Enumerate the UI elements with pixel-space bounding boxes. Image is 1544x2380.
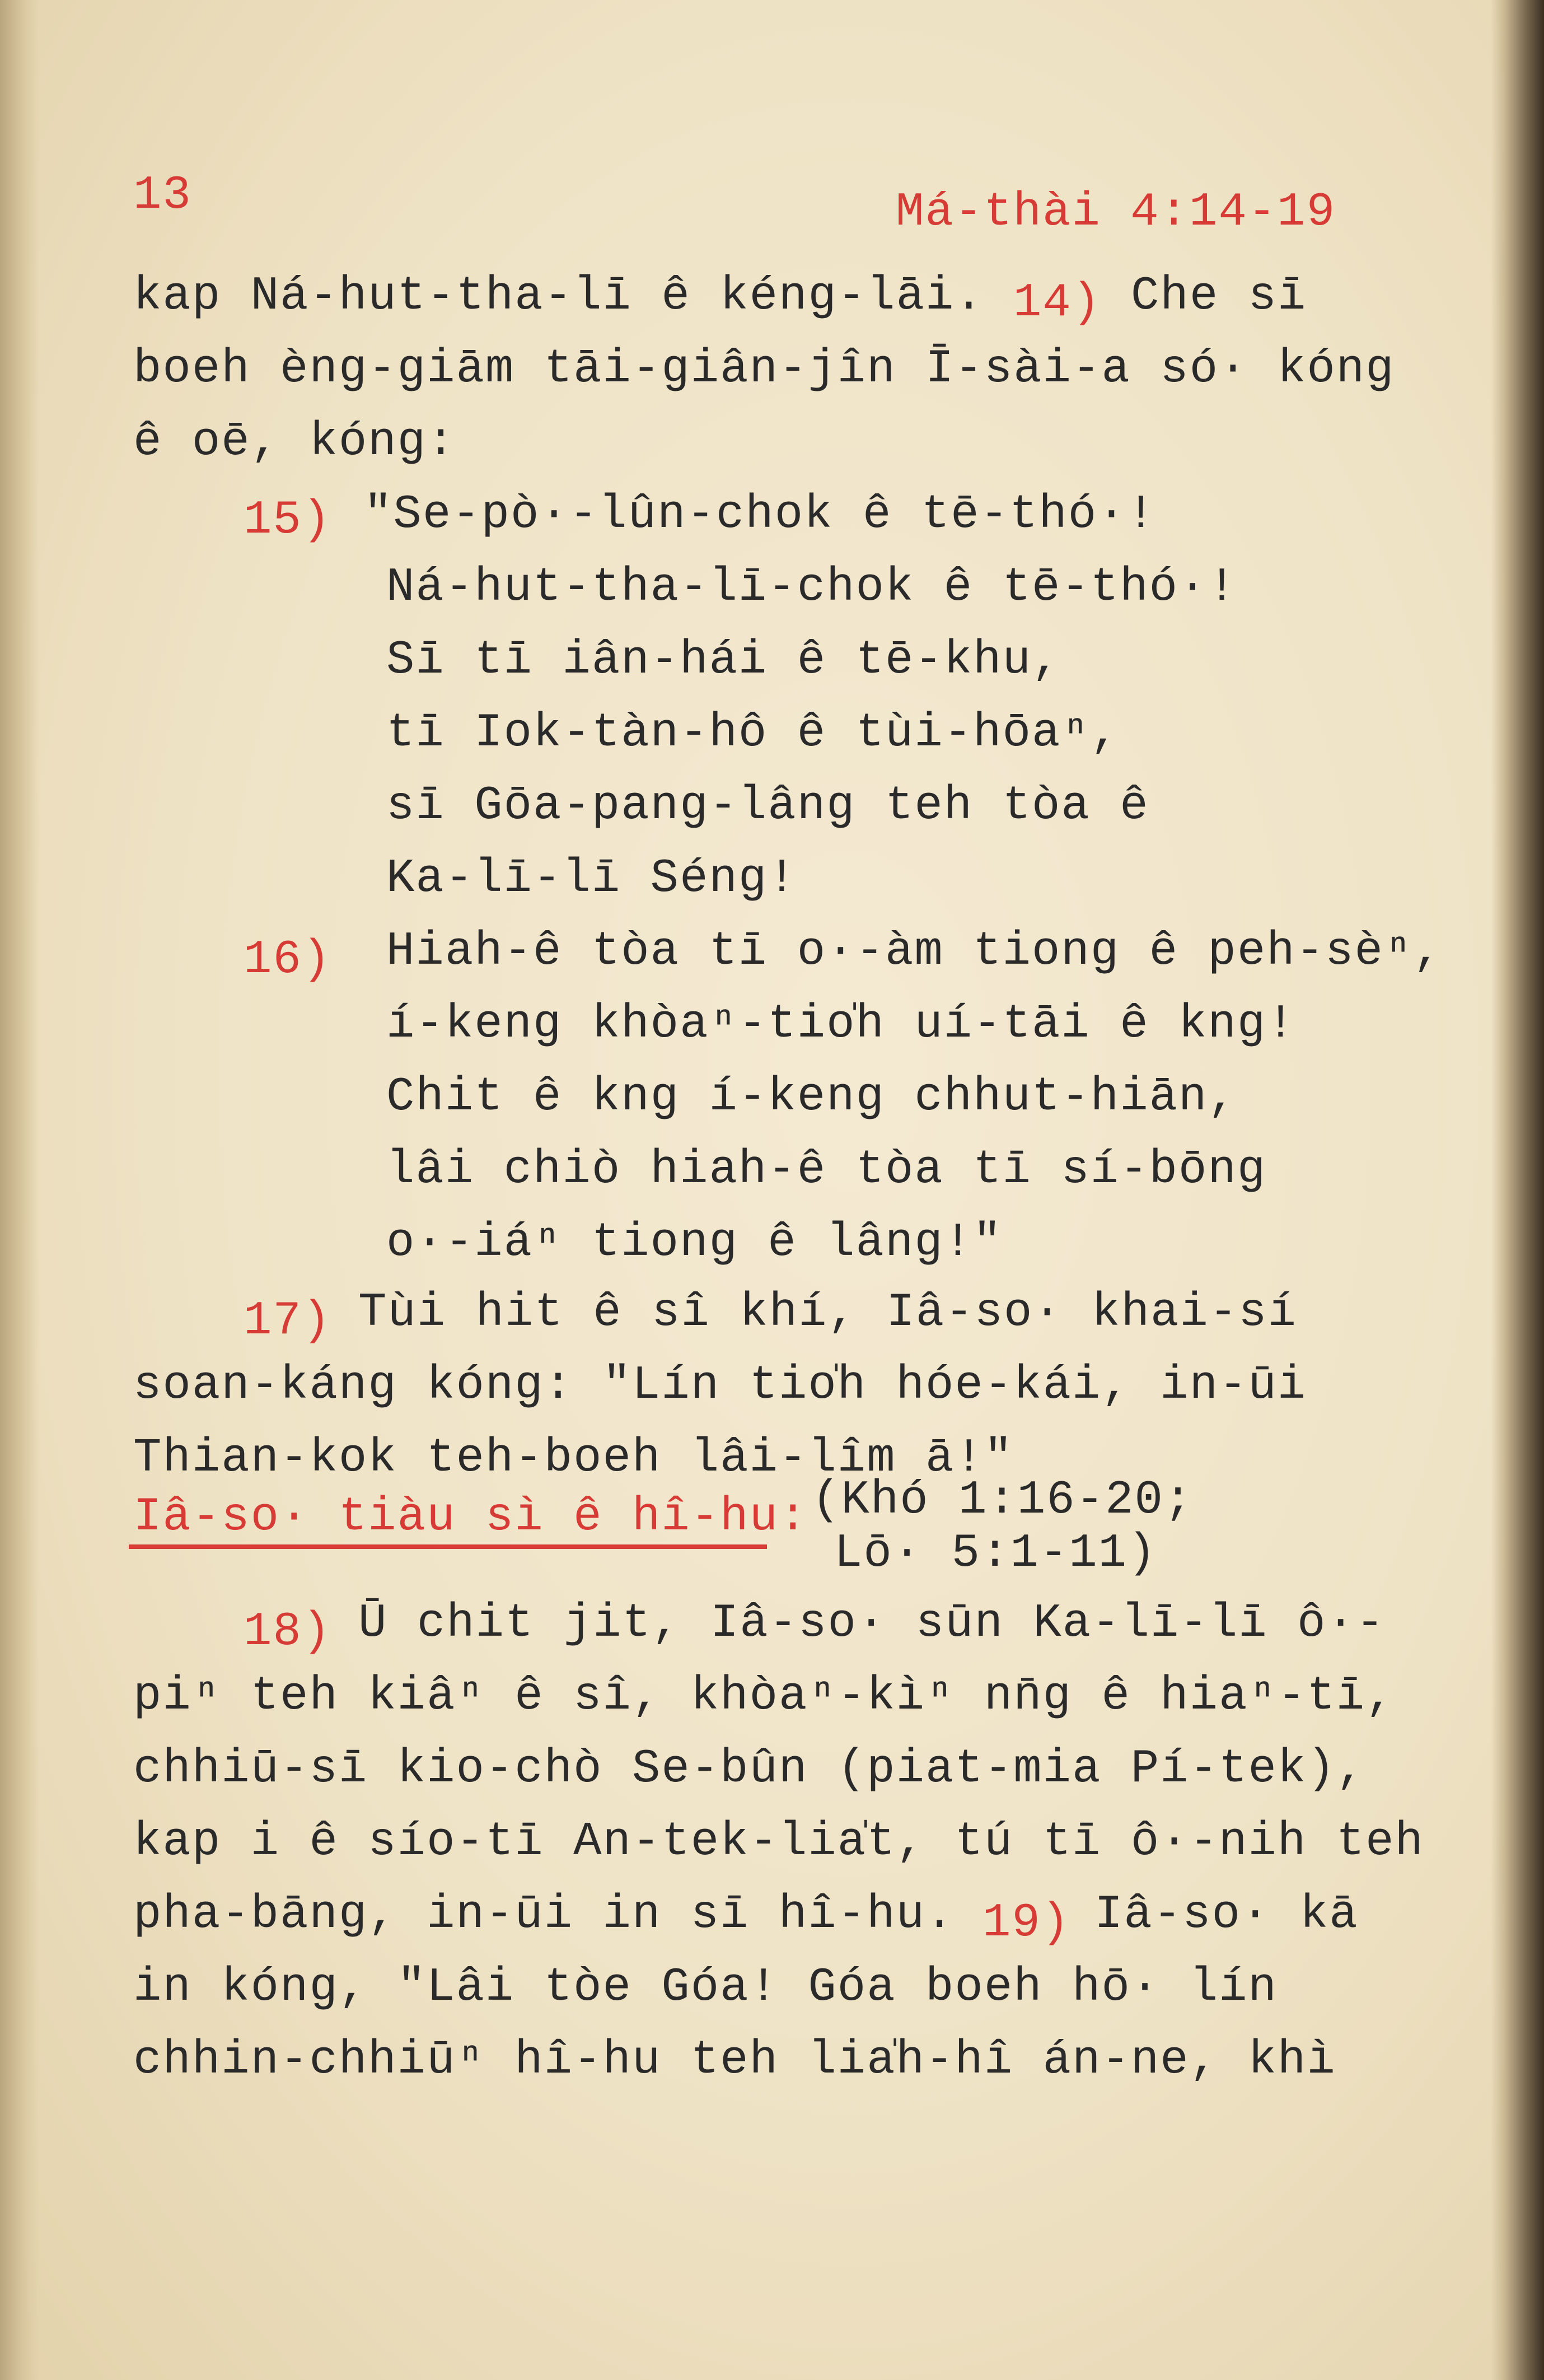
poem-line: tī Iok-tàn-hô ê tùi-hōaⁿ, xyxy=(386,707,1120,760)
page-left-edge xyxy=(0,0,39,2380)
cross-reference: (Khó 1:16-20; xyxy=(812,1474,1194,1527)
poem-line: Ka-lī-lī Séng! xyxy=(386,852,797,906)
text-line: ê oē, kóng: xyxy=(133,416,456,469)
text-line: boeh èng-giām tāi-giân-jîn Ī-sài-a só· kóng xyxy=(133,343,1395,396)
text-line: Iâ-so· kā xyxy=(1094,1888,1359,1942)
book-spine-edge xyxy=(1491,0,1544,2380)
heading-underline xyxy=(129,1544,767,1549)
verse-number: 16) xyxy=(244,934,332,987)
text-line: pha-bāng, in-ūi in sī hî-hu. xyxy=(133,1888,955,1942)
text-line: Thian-kok teh-boeh lâi-lîm ā!" xyxy=(133,1432,1014,1485)
chapter-header: Má-thài 4:14-19 xyxy=(896,186,1336,239)
text-line: chhin-chhiūⁿ hî-hu teh lia̍h-hî án-ne, khì xyxy=(133,2034,1336,2087)
verse-number: 17) xyxy=(244,1295,332,1348)
poem-line: sī Gōa-pang-lâng teh tòa ê xyxy=(386,780,1149,833)
text-line: chhiū-sī kio-chò Se-bûn (piat-mia Pí-tek), xyxy=(133,1743,1366,1796)
text-line: kap i ê sío-tī An-tek-lia̍t, tú tī ô·-nih teh xyxy=(133,1816,1424,1869)
text-line: Tùi hit ê sî khí, Iâ-so· khai-sí xyxy=(358,1286,1298,1340)
poem-line: "Se-pò·-lûn-chok ê tē-thó·! xyxy=(364,488,1157,542)
verse-number: 19) xyxy=(982,1897,1071,1950)
text-line: soan-káng kóng: "Lín tio̍h hóe-kái, in-ūi xyxy=(133,1359,1307,1412)
poem-line: Sī tī iân-hái ê tē-khu, xyxy=(386,634,1061,687)
verse-number: 18) xyxy=(244,1606,332,1659)
cross-reference: Lō· 5:1-11) xyxy=(834,1527,1157,1580)
text-line: Ū chit jit, Iâ-so· sūn Ka-lī-lī ô·- xyxy=(358,1597,1386,1650)
poem-line: í-keng khòaⁿ-tio̍h uí-tāi ê kng! xyxy=(386,998,1296,1051)
page-number: 13 xyxy=(133,169,192,222)
poem-line: Hiah-ê tòa tī o·-àm tiong ê peh-sèⁿ, xyxy=(386,925,1443,978)
text-line: piⁿ teh kiâⁿ ê sî, khòaⁿ-kìⁿ nn̄g ê hiaⁿ-tī, xyxy=(133,1670,1395,1723)
poem-line: Chit ê kng í-keng chhut-hiān, xyxy=(386,1071,1237,1124)
poem-line: o·-iáⁿ tiong ê lâng!" xyxy=(386,1216,1003,1270)
text-line: kap Ná-hut-tha-lī ê kéng-lāi. xyxy=(133,270,984,323)
verse-number: 14) xyxy=(1013,277,1102,330)
section-heading: Iâ-so· tiàu sì ê hî-hu: xyxy=(133,1491,808,1544)
poem-line: lâi chiò hiah-ê tòa tī sí-bōng xyxy=(386,1144,1267,1197)
poem-line: Ná-hut-tha-lī-chok ê tē-thó·! xyxy=(386,561,1237,614)
text-line: Che sī xyxy=(1131,270,1307,323)
text-line: in kóng, "Lâi tòe Góa! Góa boeh hō· lín xyxy=(133,1961,1278,2014)
verse-number: 15) xyxy=(244,494,332,547)
